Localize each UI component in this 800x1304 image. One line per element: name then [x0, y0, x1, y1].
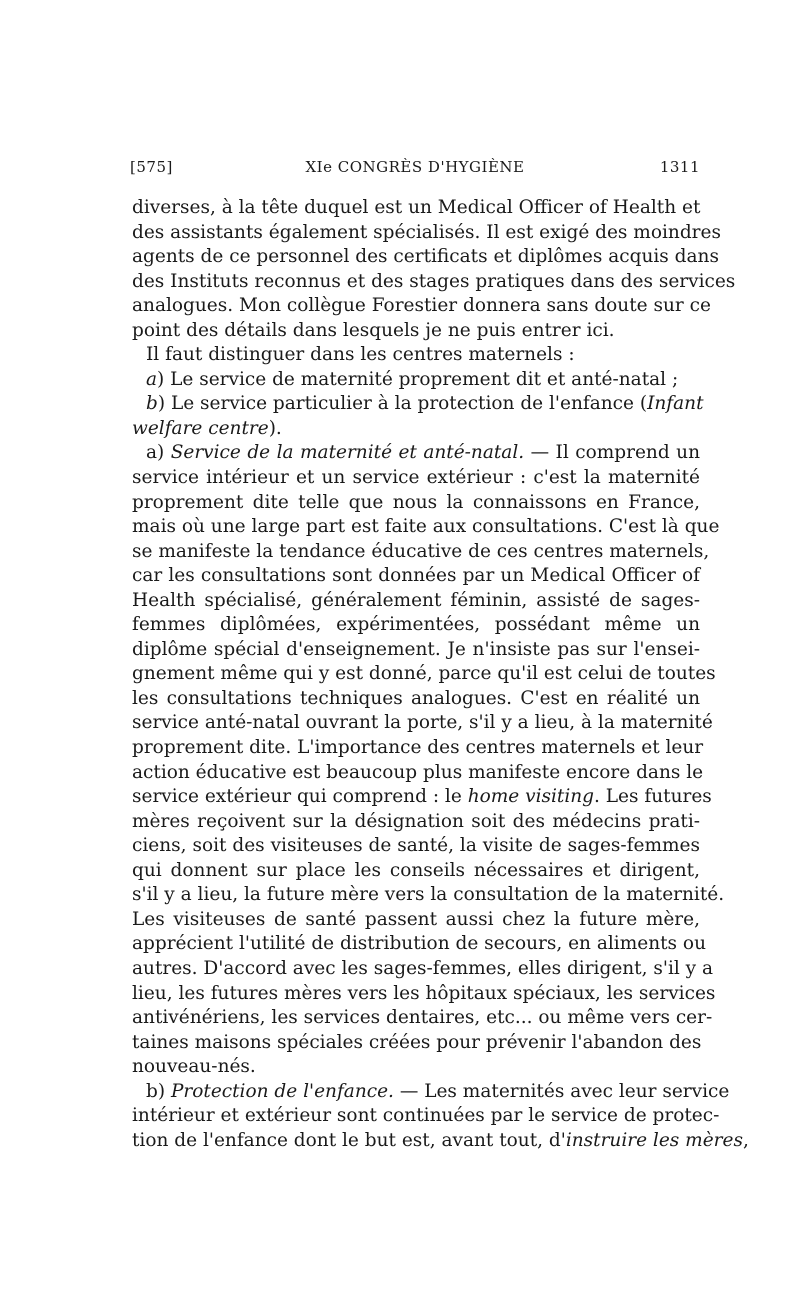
- text-run: ) Le service particulier à la protection de l'enfance (: [157, 393, 648, 415]
- text-line: [132, 957, 714, 982]
- text-line: [132, 1055, 700, 1080]
- text-line: [132, 245, 719, 270]
- text-run: antivénériens, les services dentaires, etc... ou même vers cer-: [132, 1007, 713, 1029]
- text-run: nouveau-nés.: [132, 1056, 256, 1078]
- page-reference: [575]: [130, 158, 173, 176]
- italic-text: home visiting: [467, 786, 594, 808]
- text-line: [132, 343, 700, 368]
- text-line: [132, 711, 713, 736]
- page-number: 1311: [659, 158, 700, 176]
- text-line: [132, 1129, 749, 1154]
- text-run: diplôme spécial d'enseignement. Je n'insiste pas sur l'ensei-: [132, 638, 700, 660]
- body-text: [132, 196, 749, 1153]
- text-line: [132, 294, 711, 319]
- text-run: point des détails dans lesquels je ne puis entrer ici.: [132, 319, 615, 341]
- text-run: tion de l'enfance dont le but est, avant tout, d': [132, 1129, 566, 1151]
- text-line: [132, 908, 700, 933]
- text-line: [132, 932, 706, 957]
- text-run: — Les maternités avec leur service: [393, 1080, 730, 1102]
- text-run: ciens, soit des visiteuses de santé, la visite de sages-femmes: [132, 835, 700, 857]
- text-line: [132, 392, 704, 417]
- text-run: proprement dite. L'importance des centres maternels et leur: [132, 737, 704, 759]
- text-run: lieu, les futures mères vers les hôpitaux spéciaux, les services: [132, 982, 716, 1004]
- text-line: [132, 810, 700, 835]
- text-line: [132, 1006, 713, 1031]
- text-run: ) Le service de maternité proprement dit et anté-natal ;: [157, 368, 679, 390]
- text-run: Il faut distinguer dans les centres maternels :: [146, 344, 575, 366]
- text-line: [132, 687, 700, 712]
- text-run: les consultations techniques analogues. C'est en réalité un: [132, 687, 700, 709]
- text-line: [132, 834, 700, 859]
- text-line: [132, 613, 700, 638]
- text-line: [132, 638, 700, 663]
- text-run: car les consultations sont données par un Medical Officer of: [132, 565, 700, 587]
- text-run: se manifeste la tendance éducative de ces centres maternels,: [132, 540, 710, 562]
- italic-text: Service de la maternité et anté-natal.: [170, 442, 525, 464]
- text-run: mais où une large part est faite aux consultations. C'est là que: [132, 516, 720, 538]
- text-run: apprécient l'utilité de distribution de secours, en aliments ou: [132, 933, 706, 955]
- text-line: [132, 883, 725, 908]
- text-line: [132, 368, 700, 393]
- text-run: autres. D'accord avec les sages-femmes, elles dirigent, s'il y a: [132, 957, 714, 979]
- text-run: diverses, à la tête duquel est un Medical Officer of Health et: [132, 197, 701, 218]
- text-line: [132, 736, 704, 761]
- text-line: [132, 1031, 700, 1056]
- text-run: service intérieur et un service extérieur : c'est la maternité: [132, 467, 700, 489]
- text-line: [132, 466, 700, 491]
- text-run: intérieur et extérieur sont continuées par le service de protec-: [132, 1105, 720, 1127]
- text-line: [132, 761, 704, 786]
- text-run: proprement dite telle que nous la connaissons en France,: [132, 491, 700, 513]
- text-line: [132, 785, 712, 810]
- text-run: — Il comprend un: [524, 442, 700, 464]
- text-run: Les visiteuses de santé passent aussi chez la future mère,: [132, 908, 700, 930]
- text-run: a): [146, 442, 171, 464]
- text-run: agents de ce personnel des certificats et diplômes acquis dans: [132, 246, 719, 268]
- text-run: ,: [742, 1129, 749, 1151]
- text-line: [132, 589, 700, 614]
- text-run: des Instituts reconnus et des stages pratiques dans des services: [132, 270, 736, 292]
- text-run: analogues. Mon collègue Forestier donnera sans doute sur ce: [132, 295, 711, 317]
- text-run: action éducative est beaucoup plus manifeste encore dans le: [132, 761, 704, 783]
- text-run: gnement même qui y est donné, parce qu'il est celui de toutes: [132, 663, 716, 685]
- text-line: [132, 221, 721, 246]
- text-line: [132, 270, 736, 295]
- italic-text: Protection de l'enfance.: [170, 1080, 394, 1102]
- text-line: [132, 319, 700, 344]
- italic-text: welfare centre: [132, 417, 269, 439]
- text-line: [132, 196, 700, 221]
- text-line: [132, 982, 716, 1007]
- italic-text: instruire les mères: [565, 1129, 743, 1151]
- text-run: taines maisons spéciales créées pour prévenir l'abandon des: [132, 1031, 702, 1053]
- italic-text: a: [146, 368, 158, 390]
- text-line: [132, 515, 720, 540]
- text-run: mères reçoivent sur la désignation soit des médecins prati-: [132, 810, 700, 832]
- text-line: [132, 491, 700, 516]
- text-run: ).: [268, 417, 282, 439]
- text-line: [132, 1080, 730, 1105]
- text-line: [132, 1104, 720, 1129]
- text-line: [132, 859, 700, 884]
- italic-text: Infant: [647, 393, 704, 415]
- text-line: [132, 540, 710, 565]
- text-run: qui donnent sur place les conseils nécessaires et dirigent,: [132, 859, 700, 881]
- text-line: [132, 662, 716, 687]
- text-run: Health spécialisé, généralement féminin, assisté de sages-: [132, 589, 700, 611]
- text-line: [132, 441, 700, 466]
- italic-text: b: [146, 393, 158, 415]
- text-line: [132, 564, 700, 589]
- text-run: b): [146, 1080, 171, 1102]
- header-title: XIe CONGRÈS D'HYGIÈNE: [305, 158, 525, 176]
- text-run: service extérieur qui comprend : le: [132, 786, 468, 808]
- text-run: s'il y a lieu, la future mère vers la consultation de la maternité.: [132, 884, 725, 906]
- text-line: [132, 417, 700, 442]
- text-run: . Les futures: [594, 786, 712, 808]
- text-run: des assistants également spécialisés. Il est exigé des moindres: [132, 221, 721, 243]
- text-run: service anté-natal ouvrant la porte, s'il y a lieu, à la maternité: [132, 712, 713, 734]
- running-header: [130, 158, 700, 182]
- text-run: femmes diplômées, expérimentées, possédant même un: [132, 614, 700, 636]
